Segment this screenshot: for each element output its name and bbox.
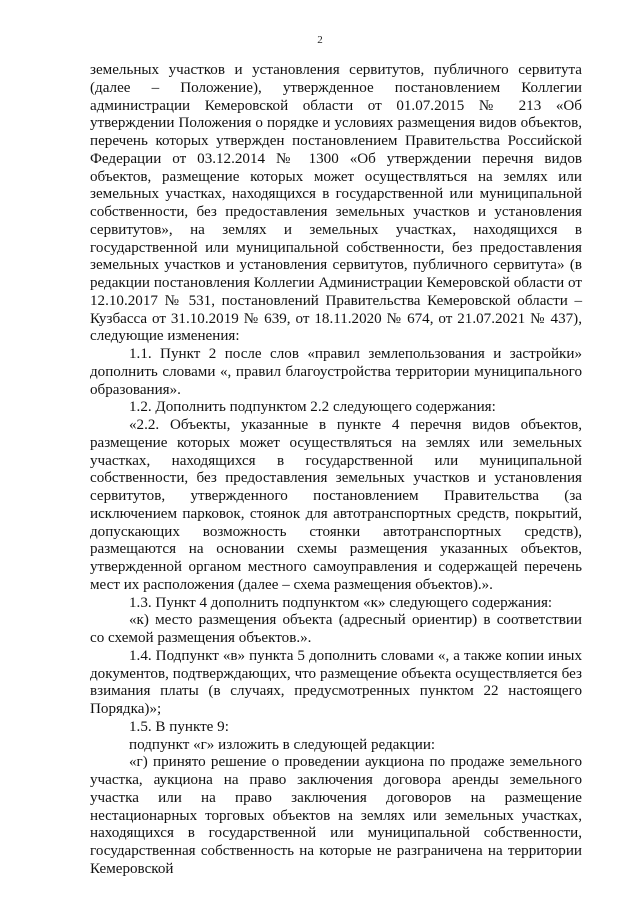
- paragraph-1-2: 1.2. Дополнить подпунктом 2.2 следующего содержания:: [129, 399, 496, 416]
- paragraph-1-4: 1.4. Подпункт «в» пункта 5 дополнить словами «, а также копии иных документов, подтверждающих, что размещение объекта осуществляется без взимания платы (в случаях, предусмотренных пунктом 22 настоящего Порядка)»;: [90, 647, 582, 717]
- page-number: 2: [317, 34, 323, 46]
- paragraph-k-text: «к) место размещения объекта (адресный ориентир) в соответствии со схемой размещения объектов.».: [90, 612, 582, 646]
- paragraph-1-1: 1.1. Пункт 2 после слов «правил землепользования и застройки» дополнить словами «, правил благоустройства территории муниципального образования».: [90, 346, 582, 398]
- paragraph-intro: земельных участков и установления сервитутов, публичного сервитута (далее – Положение), утвержденное постановлением Коллегии администрации Кемеровской области от 01.07.2015 № 213 «Об утверждении Положения о порядке и условиях размещения видов объектов, перечень которых утвержден постановлением Правительства Российской Федерации от 03.12.2014 № 1300 «Об утверждении перечня видов объектов, размещение которых может осуществляться на землях или земельных участках, находящихся в государственной или муниципальной собственности, без предоставления земельных участков и установления сервитутов», на землях и земельных участках, находящихся в государственной или муниципальной собственности, без предоставления земельных участков и установления сервитутов, публичного сервитута» (в редакции постановления Коллегии Администрации Кемеровской области от 12.10.2017 № 531, постановлений Правительства Кемеровской области – Кузбасса от 31.10.2019 № 639, от 18.11.2020 № 674, от 21.07.2021 № 437), следующие изменения:: [90, 62, 582, 345]
- paragraph-1-5: 1.5. В пункте 9:: [129, 718, 229, 735]
- paragraph-1-3: 1.3. Пункт 4 дополнить подпунктом «к» следующего содержания:: [129, 594, 553, 611]
- paragraph-2-2-text: «2.2. Объекты, указанные в пункте 4 перечня видов объектов, размещение которых может осуществляться на землях или земельных участках, находящихся в государственной или муниципальной собственности, без предоставления земельных участков и установления сервитутов, утвержденного постановлением Правительства (за исключением парковок, стоянок для автотранспортных средств, покрытий, допускающих возможность стоянки автотранспортных средств), размещаются на основании схемы размещения указанных объектов, утвержденной органом местного самоуправления и содержащей перечень мест их расположения (далее – схема размещения объектов).».: [90, 417, 582, 593]
- paragraph-subpoint-g: подпункт «г» изложить в следующей редакции:: [129, 736, 436, 753]
- paragraph-g-text: «г) принято решение о проведении аукциона по продаже земельного участка, аукциона на право заключения договора аренды земельного участка или на право заключения договоров на размещение нестационарных торговых объектов на землях или земельных участках, находящихся в государственной или муниципальной собственности, государственная собственность на которые не разграничена на территории Кемеровской: [90, 754, 582, 877]
- document-body: [90, 62, 582, 879]
